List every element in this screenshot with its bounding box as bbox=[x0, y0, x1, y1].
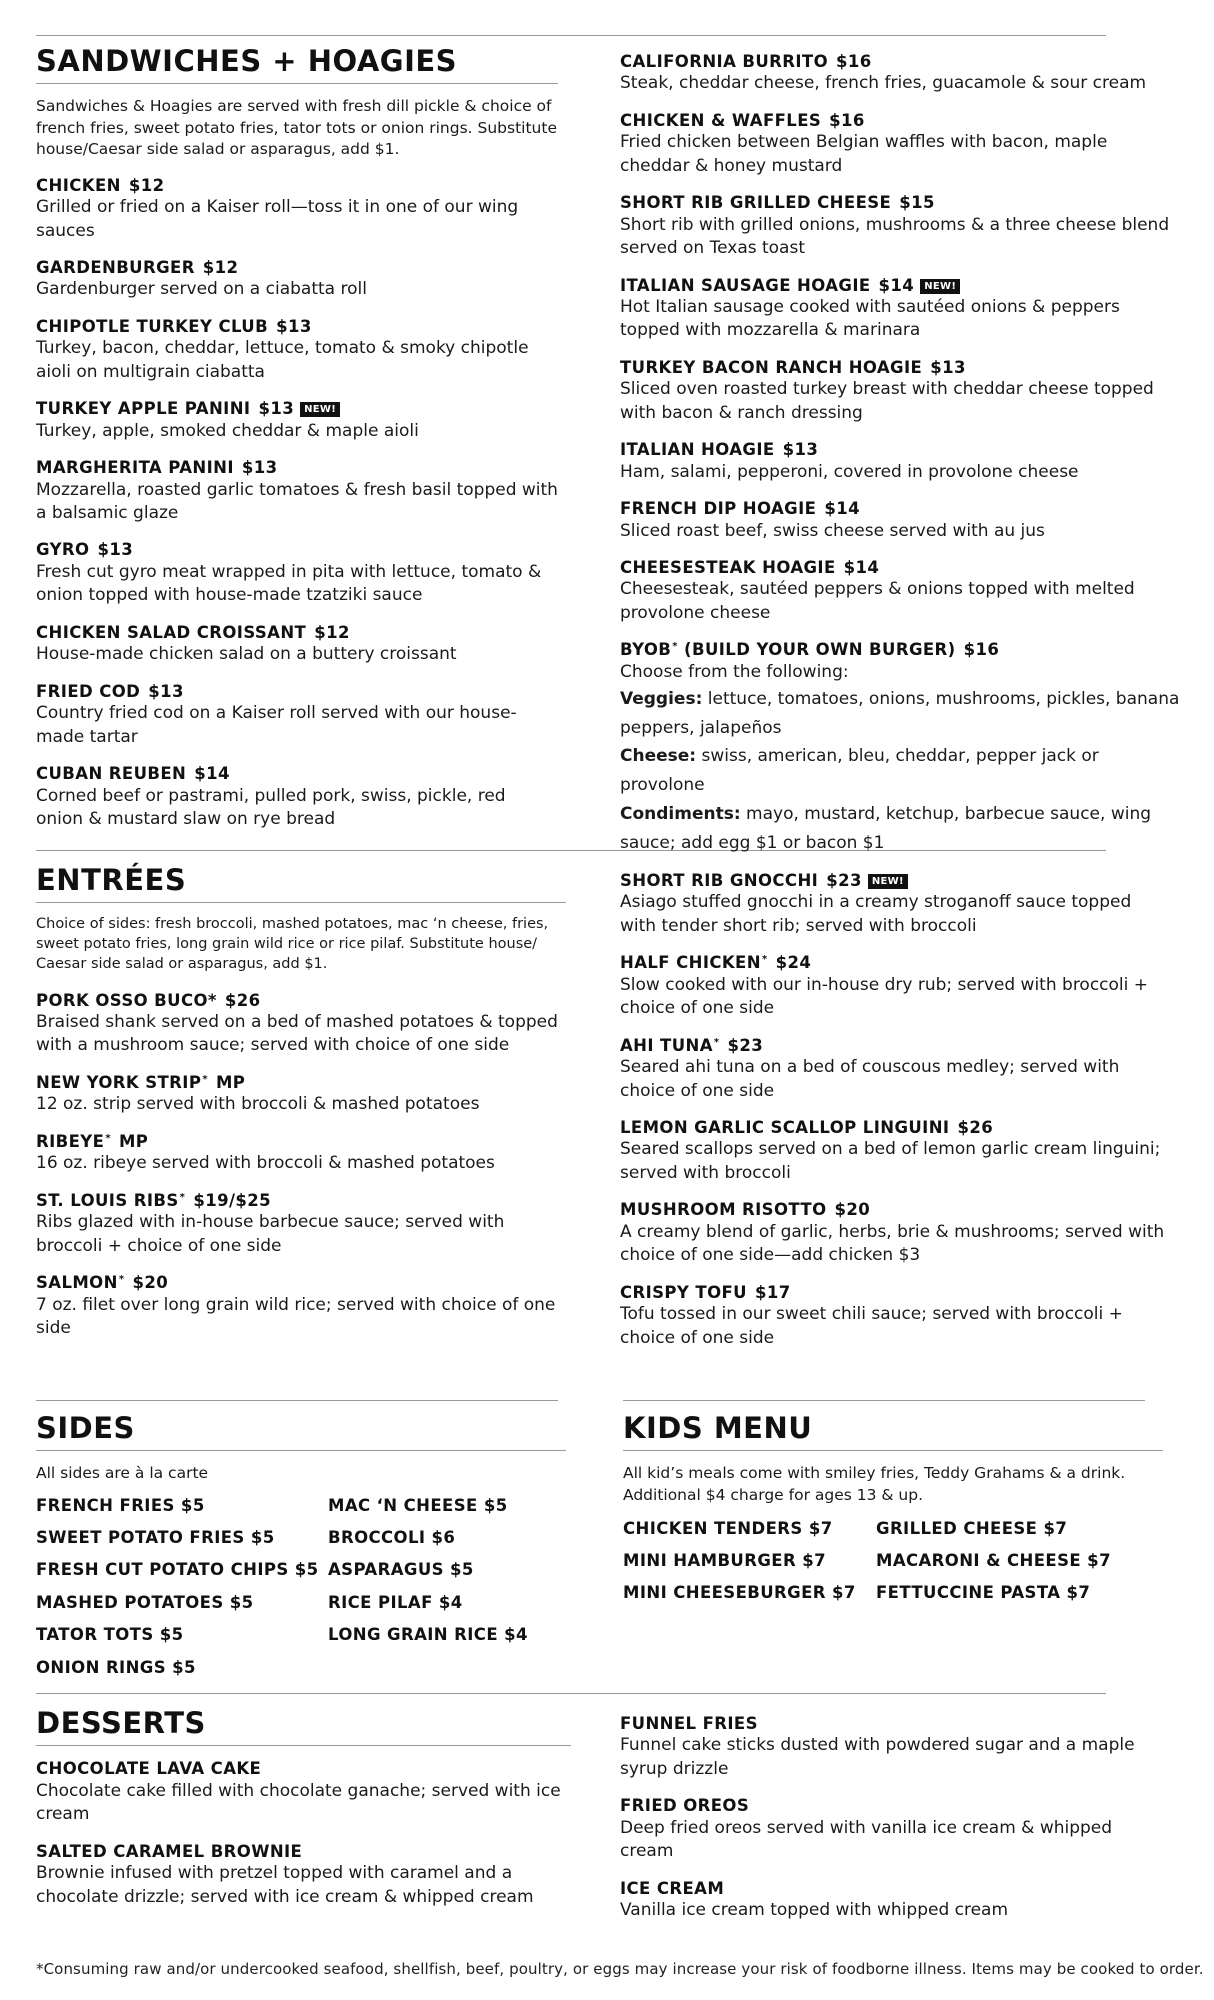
item-price: MP bbox=[118, 1131, 149, 1151]
desserts-right-column bbox=[620, 1713, 1165, 1937]
byob-choose: Choose from the following: bbox=[620, 661, 849, 682]
asterisk-mark: * bbox=[105, 1132, 111, 1144]
desserts-heading-rule bbox=[36, 1745, 571, 1746]
item-title: TURKEY APPLE PANINI bbox=[36, 399, 251, 419]
menu-item-description: Hot Italian sausage cooked with sautéed onions & peppers topped with mozzarella & marinara bbox=[620, 297, 1120, 341]
menu-item-description: Tofu tossed in our sweet chili sauce; served with broccoli + choice of one side bbox=[620, 1304, 1123, 1348]
menu-item-mushroom-risotto bbox=[620, 1199, 1165, 1267]
asterisk-mark: * bbox=[713, 1036, 720, 1048]
entrees-right-column bbox=[620, 870, 1165, 1364]
menu-item-description: 12 oz. strip served with broccoli & mashed potatoes bbox=[36, 1094, 480, 1115]
menu-item-name bbox=[36, 175, 558, 196]
item-title: CHOCOLATE LAVA CAKE bbox=[36, 1759, 262, 1779]
menu-item-name bbox=[620, 357, 1180, 378]
item-price: $20 bbox=[834, 1200, 871, 1220]
menu-item-description: Seared ahi tuna on a bed of couscous medley; served with choice of one side bbox=[620, 1057, 1120, 1101]
item-price: $23 bbox=[727, 1035, 764, 1055]
item-price: $12 bbox=[314, 622, 350, 642]
grid-item-rice-pilaf-4: RICE PILAF $4 bbox=[328, 1592, 463, 1612]
grid-item-asparagus-5: ASPARAGUS $5 bbox=[328, 1560, 474, 1580]
item-title: ITALIAN HOAGIE bbox=[620, 440, 775, 460]
menu-item-description: 7 oz. filet over long grain wild rice; served with choice of one side bbox=[36, 1294, 556, 1338]
item-price: $20 bbox=[132, 1273, 169, 1293]
menu-item-french-dip-hoagie bbox=[620, 498, 1180, 543]
menu-item-description: Asiago stuffed gnocchi in a creamy stroganoff sauce topped with tender short rib; served with broccoli bbox=[620, 892, 1132, 936]
sides-heading-rule bbox=[36, 1450, 566, 1451]
asterisk-mark: * bbox=[179, 1191, 186, 1203]
menu-item-description: Sliced oven roasted turkey breast with cheddar cheese topped with bacon & ranch dressing bbox=[620, 379, 1154, 423]
item-title: AHI TUNA bbox=[620, 1035, 713, 1055]
menu-item-name bbox=[36, 1190, 566, 1211]
menu-item-description: Cheesesteak, sautéed peppers & onions topped with melted provolone cheese bbox=[620, 579, 1135, 623]
item-title: NEW YORK STRIP bbox=[36, 1072, 202, 1092]
menu-item-description: Ribs glazed with in-house barbecue sauce; served with broccoli + choice of one side bbox=[36, 1212, 505, 1256]
item-title: ITALIAN SAUSAGE HOAGIE bbox=[620, 275, 871, 295]
menu-item-margherita-panini bbox=[36, 457, 558, 525]
menu-item-name bbox=[620, 870, 1165, 891]
byob-cheese: Cheese: swiss, american, bleu, cheddar, pepper jack or provolone bbox=[620, 746, 1099, 796]
foodborne-illness-footnote: *Consuming raw and/or undercooked seafood, shellfish, beef, poultry, or eggs may increase your risk of foodborne illness. Items may be cooked to order. bbox=[36, 1960, 1204, 1978]
menu-item-ahi-tuna bbox=[620, 1035, 1165, 1103]
grid-item-tator-tots-5: TATOR TOTS $5 bbox=[36, 1625, 184, 1645]
menu-item-short-rib-gnocchi bbox=[620, 870, 1165, 938]
grid-item-french-fries-5: FRENCH FRIES $5 bbox=[36, 1495, 205, 1515]
kids-divider bbox=[623, 1400, 1145, 1401]
grid-item-grilled-cheese-7: GRILLED CHEESE $7 bbox=[876, 1518, 1068, 1538]
menu-item-name bbox=[620, 192, 1180, 213]
grid-item-macaroni-cheese-7: MACARONI & CHEESE $7 bbox=[876, 1551, 1111, 1571]
byob-item bbox=[620, 639, 1180, 858]
menu-item-italian-sausage-hoagie bbox=[620, 275, 1180, 343]
item-title: HALF CHICKEN bbox=[620, 953, 761, 973]
menu-item-short-rib-grilled-cheese bbox=[620, 192, 1180, 260]
grid-item-mac-n-cheese-5: MAC ‘N CHEESE $5 bbox=[328, 1495, 508, 1515]
item-price: $24 bbox=[775, 953, 812, 973]
menu-item-california-burrito bbox=[620, 51, 1180, 96]
byob-name: BYOB* (BUILD YOUR OWN BURGER) $16 bbox=[620, 640, 1000, 660]
kids-heading: KIDS MENU bbox=[623, 1411, 813, 1445]
sandwiches-right-list bbox=[620, 51, 1180, 625]
asterisk-mark: * bbox=[761, 954, 768, 966]
menu-item-description: Gardenburger served on a ciabatta roll bbox=[36, 279, 367, 300]
menu-item-chicken-waffles bbox=[620, 110, 1180, 178]
item-price: $15 bbox=[899, 193, 935, 213]
menu-item-name bbox=[620, 557, 1180, 578]
grid-item-fettuccine-pasta-7: FETTUCCINE PASTA $7 bbox=[876, 1583, 1091, 1603]
item-price: $17 bbox=[754, 1282, 791, 1302]
kids-section bbox=[623, 1413, 1163, 1604]
menu-item-description: Slow cooked with our in-house dry rub; served with broccoli + choice of one side bbox=[620, 974, 1149, 1019]
item-title: CRISPY TOFU bbox=[620, 1282, 747, 1302]
menu-item-fried-cod bbox=[36, 681, 558, 749]
menu-item-name bbox=[36, 316, 558, 337]
menu-item-name bbox=[620, 275, 1180, 296]
menu-item-description: Braised shank served on a bed of mashed potatoes & topped with a mushroom sauce; served with choice of one side bbox=[36, 1012, 558, 1056]
entrees-heading-rule bbox=[36, 902, 566, 903]
item-title: MUSHROOM RISOTTO bbox=[620, 1200, 827, 1220]
item-price: $14 bbox=[824, 499, 860, 519]
menu-item-description: Sliced roast beef, swiss cheese served with au jus bbox=[620, 520, 1045, 541]
item-title: FRENCH DIP HOAGIE bbox=[620, 499, 817, 519]
sides-section bbox=[36, 1413, 566, 1678]
item-title: TURKEY BACON RANCH HOAGIE bbox=[620, 357, 923, 377]
desserts-divider bbox=[36, 1693, 1106, 1694]
desserts-left-column bbox=[36, 1708, 571, 1923]
menu-item-name bbox=[620, 1878, 1165, 1899]
menu-item-half-chicken bbox=[620, 952, 1165, 1020]
item-title: FRIED COD bbox=[36, 681, 141, 701]
menu-item-description: Deep fried oreos served with vanilla ice cream & whipped cream bbox=[620, 1817, 1113, 1862]
item-price: $16 bbox=[836, 52, 872, 71]
item-title: RIBEYE bbox=[36, 1131, 105, 1151]
item-price: $26 bbox=[224, 990, 261, 1010]
menu-item-name bbox=[36, 763, 558, 784]
menu-item-italian-hoagie bbox=[620, 439, 1180, 484]
item-title: GARDENBURGER bbox=[36, 258, 195, 278]
item-price: $26 bbox=[957, 1118, 994, 1138]
menu-item-name bbox=[620, 952, 1165, 973]
grid-item-mini-hamburger-7: MINI HAMBURGER $7 bbox=[623, 1551, 826, 1571]
item-price: $14 bbox=[843, 558, 880, 578]
menu-item-name bbox=[620, 1035, 1165, 1056]
menu-item-name bbox=[36, 257, 558, 278]
desserts-left-list bbox=[36, 1758, 571, 1909]
item-price: $13 bbox=[276, 316, 312, 336]
menu-item-description: Turkey, apple, smoked cheddar & maple aioli bbox=[36, 420, 419, 441]
item-price: $23 bbox=[826, 871, 862, 890]
menu-item-cuban-reuben bbox=[36, 763, 558, 831]
menu-item-description: 16 oz. ribeye served with broccoli & mashed potatoes bbox=[36, 1153, 495, 1174]
menu-item-cheesesteak-hoagie bbox=[620, 557, 1180, 625]
item-title: CHICKEN & WAFFLES bbox=[620, 110, 822, 130]
item-title: CHEESESTEAK HOAGIE bbox=[620, 558, 836, 578]
item-price: $12 bbox=[128, 175, 165, 195]
kids-heading-rule bbox=[623, 1450, 1163, 1451]
item-price: $16 bbox=[829, 110, 865, 130]
menu-item-description: Ham, salami, pepperoni, covered in provolone cheese bbox=[620, 461, 1079, 482]
item-price: $19/$25 bbox=[193, 1190, 272, 1210]
kids-intro: All kid’s meals come with smiley fries, Teddy Grahams & a drink. Additional $4 charge for ages 13 & up. bbox=[623, 1464, 1126, 1504]
menu-item-description: Corned beef or pastrami, pulled pork, swiss, pickle, red onion & mustard slaw on rye bread bbox=[36, 785, 506, 829]
kids-grid bbox=[623, 1518, 1163, 1604]
new-badge: NEW! bbox=[868, 874, 908, 889]
menu-item-description: Seared scallops served on a bed of lemon garlic cream linguini; served with broccoli bbox=[620, 1139, 1161, 1183]
grid-item-mashed-potatoes-5: MASHED POTATOES $5 bbox=[36, 1592, 254, 1612]
menu-item-name bbox=[36, 681, 558, 702]
item-title: CUBAN REUBEN bbox=[36, 764, 187, 784]
menu-item-chicken-salad-croissant bbox=[36, 622, 558, 667]
entrees-heading: ENTRÉES bbox=[36, 863, 187, 897]
item-title: FRIED OREOS bbox=[620, 1796, 750, 1816]
menu-item-name bbox=[620, 1282, 1165, 1303]
item-price: $13 bbox=[930, 357, 966, 377]
menu-item-name bbox=[36, 1758, 571, 1779]
entrees-left-list bbox=[36, 990, 566, 1341]
menu-item-crispy-tofu bbox=[620, 1282, 1165, 1350]
item-title: CALIFORNIA BURRITO bbox=[620, 52, 829, 71]
item-price: $14 bbox=[878, 275, 915, 295]
menu-item-pork-osso-buco bbox=[36, 990, 566, 1058]
menu-item-funnel-fries bbox=[620, 1713, 1165, 1781]
item-price: $13 bbox=[241, 458, 278, 478]
menu-item-description: Short rib with grilled onions, mushrooms & a three cheese blend served on Texas toast bbox=[620, 214, 1170, 259]
menu-item-fried-oreos bbox=[620, 1795, 1165, 1863]
sides-grid bbox=[36, 1495, 566, 1679]
asterisk-mark: * bbox=[202, 1073, 208, 1085]
menu-item-turkey-bacon-ranch-hoagie bbox=[620, 357, 1180, 425]
item-title: PORK OSSO BUCO* bbox=[36, 990, 217, 1010]
menu-item-description: Turkey, bacon, cheddar, lettuce, tomato & smoky chipotle aioli on multigrain ciabatta bbox=[36, 338, 529, 382]
item-price: $13 bbox=[782, 440, 819, 460]
byob-condiments: Condiments: mayo, mustard, ketchup, barbecue sauce, wing sauce; add egg $1 or bacon $1 bbox=[620, 804, 1152, 854]
menu-item-description: Fried chicken between Belgian waffles with bacon, maple cheddar & honey mustard bbox=[620, 132, 1108, 176]
menu-item-name bbox=[36, 622, 558, 643]
menu-item-description: Funnel cake sticks dusted with powdered sugar and a maple syrup drizzle bbox=[620, 1735, 1135, 1779]
new-badge: NEW! bbox=[920, 279, 960, 294]
menu-item-salted-caramel-brownie bbox=[36, 1841, 571, 1909]
sandwiches-intro: Sandwiches & Hoagies are served with fresh dill pickle & choice of french fries, sweet potato fries, tator tots or onion rings. Substitute house/Caesar side salad or asparagus, add $1. bbox=[36, 97, 557, 158]
item-title: CHICKEN SALAD CROISSANT bbox=[36, 622, 307, 642]
grid-item-sweet-potato-fries-5: SWEET POTATO FRIES $5 bbox=[36, 1527, 275, 1547]
menu-item-ribeye bbox=[36, 1131, 566, 1176]
menu-item-turkey-apple-panini bbox=[36, 398, 558, 443]
item-price: $13 bbox=[258, 399, 295, 419]
entrees-right-list bbox=[620, 870, 1165, 1350]
grid-item-broccoli-6: BROCCOLI $6 bbox=[328, 1527, 456, 1547]
sandwiches-heading-rule bbox=[36, 83, 558, 84]
sandwiches-left-column bbox=[36, 46, 558, 845]
menu-item-description: Steak, cheddar cheese, french fries, guacamole & sour cream bbox=[620, 73, 1147, 94]
sides-intro: All sides are à la carte bbox=[36, 1464, 209, 1483]
menu-item-description: Grilled or fried on a Kaiser roll—toss it in one of our wing sauces bbox=[36, 197, 519, 241]
menu-item-ice-cream bbox=[620, 1878, 1165, 1923]
item-title: MARGHERITA PANINI bbox=[36, 458, 234, 478]
item-price: MP bbox=[215, 1072, 246, 1092]
menu-item-name bbox=[620, 1795, 1165, 1816]
menu-item-name bbox=[620, 439, 1180, 460]
item-title: FUNNEL FRIES bbox=[620, 1714, 758, 1733]
item-title: CHICKEN bbox=[36, 175, 121, 195]
grid-item-long-grain-rice-4: LONG GRAIN RICE $4 bbox=[328, 1625, 528, 1645]
menu-item-lemon-garlic-scallop-linguini bbox=[620, 1117, 1165, 1185]
item-title: SHORT RIB GRILLED CHEESE bbox=[620, 193, 892, 213]
sides-divider bbox=[36, 1400, 558, 1401]
menu-item-chocolate-lava-cake bbox=[36, 1758, 571, 1826]
grid-item-chicken-tenders-7: CHICKEN TENDERS $7 bbox=[623, 1518, 833, 1538]
menu-item-description: Brownie infused with pretzel topped with caramel and a chocolate drizzle; served with ice cream & whipped cream bbox=[36, 1863, 534, 1907]
menu-item-name bbox=[36, 1272, 566, 1293]
menu-item-name bbox=[620, 1117, 1165, 1138]
menu-item-description: Mozzarella, roasted garlic tomatoes & fresh basil topped with a balsamic glaze bbox=[36, 479, 558, 524]
menu-item-name bbox=[620, 51, 1180, 72]
menu-item-chicken bbox=[36, 175, 558, 243]
menu-item-description: Country fried cod on a Kaiser roll served with our house-made tartar bbox=[36, 703, 517, 747]
menu-item-name bbox=[36, 457, 558, 478]
item-title: SHORT RIB GNOCCHI bbox=[620, 871, 819, 890]
menu-item-name bbox=[36, 398, 558, 419]
menu-item-name bbox=[620, 1199, 1165, 1220]
item-title: SALTED CARAMEL BROWNIE bbox=[36, 1841, 303, 1861]
item-title: CHIPOTLE TURKEY CLUB bbox=[36, 316, 269, 336]
menu-item-description: Vanilla ice cream topped with whipped cream bbox=[620, 1900, 1009, 1921]
sides-heading: SIDES bbox=[36, 1411, 135, 1445]
menu-item-chipotle-turkey-club bbox=[36, 316, 558, 384]
sandwiches-left-list bbox=[36, 175, 558, 832]
menu-item-description: Chocolate cake filled with chocolate ganache; served with ice cream bbox=[36, 1780, 561, 1825]
byob-veggies: Veggies: lettuce, tomatoes, onions, mushrooms, pickles, banana peppers, jalapeños bbox=[620, 688, 1180, 738]
grid-item-onion-rings-5: ONION RINGS $5 bbox=[36, 1657, 196, 1677]
grid-item-fresh-cut-potato-chips-5: FRESH CUT POTATO CHIPS $5 bbox=[36, 1560, 319, 1580]
sandwiches-right-column bbox=[620, 51, 1180, 858]
menu-item-name bbox=[620, 498, 1180, 519]
menu-item-gyro bbox=[36, 539, 558, 607]
item-title: SALMON bbox=[36, 1273, 118, 1293]
menu-item-name bbox=[36, 539, 558, 560]
menu-item-name bbox=[36, 1131, 566, 1152]
menu-item-description: House-made chicken salad on a buttery croissant bbox=[36, 644, 457, 665]
menu-item-description: Fresh cut gyro meat wrapped in pita with lettuce, tomato & onion topped with house-made tzatziki sauce bbox=[36, 561, 542, 606]
item-price: $13 bbox=[97, 540, 134, 560]
desserts-heading: DESSERTS bbox=[36, 1706, 206, 1740]
menu-item-salmon bbox=[36, 1272, 566, 1340]
menu-item-name bbox=[36, 1841, 571, 1862]
menu-item-st-louis-ribs bbox=[36, 1190, 566, 1258]
entrees-intro: Choice of sides: fresh broccoli, mashed potatoes, mac ‘n cheese, fries, sweet potato fries, long grain wild rice or rice pilaf. Substitute house/ Caesar side salad or asparagus, add $1. bbox=[36, 916, 549, 972]
item-price: $14 bbox=[194, 764, 230, 784]
item-title: GYRO bbox=[36, 540, 90, 560]
entrees-left-column bbox=[36, 865, 566, 1354]
item-title: ST. LOUIS RIBS bbox=[36, 1190, 179, 1210]
sandwiches-heading: SANDWICHES + HOAGIES bbox=[36, 44, 458, 78]
item-title: LEMON GARLIC SCALLOP LINGUINI bbox=[620, 1118, 950, 1138]
menu-item-name bbox=[36, 990, 566, 1011]
asterisk-mark: * bbox=[118, 1274, 125, 1286]
menu-item-name bbox=[36, 1072, 566, 1093]
menu-item-name bbox=[620, 110, 1180, 131]
item-price: $12 bbox=[202, 258, 239, 278]
menu-item-name bbox=[620, 1713, 1165, 1734]
menu-item-gardenburger bbox=[36, 257, 558, 302]
new-badge: NEW! bbox=[300, 402, 340, 417]
item-title: ICE CREAM bbox=[620, 1878, 725, 1898]
menu-item-new-york-strip bbox=[36, 1072, 566, 1117]
item-price: $13 bbox=[148, 681, 184, 701]
menu-item-description: A creamy blend of garlic, herbs, brie & mushrooms; served with choice of one side—add chicken $3 bbox=[620, 1221, 1165, 1266]
top-divider bbox=[36, 35, 1106, 36]
grid-item-mini-cheeseburger-7: MINI CHEESEBURGER $7 bbox=[623, 1583, 856, 1603]
desserts-right-list bbox=[620, 1713, 1165, 1923]
